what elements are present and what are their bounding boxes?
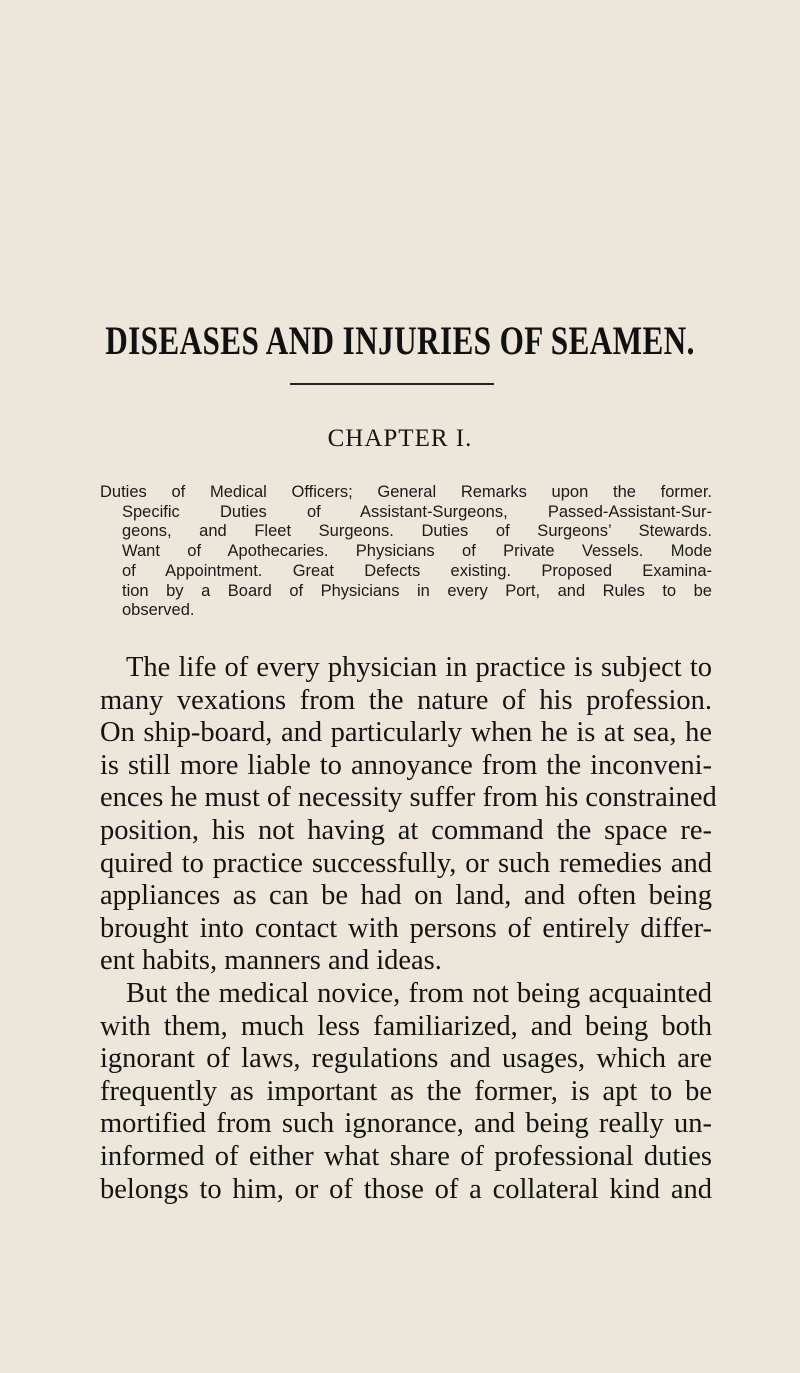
body-line: position, his not having at command the space re- <box>100 814 712 846</box>
body-line: informed of either what share of professional duties <box>100 1140 712 1172</box>
chapter-synopsis <box>100 483 712 621</box>
body-line: ences he must of necessity suffer from his constrained <box>100 782 717 814</box>
synopsis-line: Specific Duties of Assistant-Surgeons, Passed-Assistant-Sur- <box>122 502 712 521</box>
body-line: brought into contact with persons of entirely differ- <box>100 912 712 944</box>
body-line: ent habits, manners and ideas. <box>100 945 442 977</box>
body-line: ignorant of laws, regulations and usages, which are <box>100 1043 712 1075</box>
synopsis-line: of Appointment. Great Defects existing. Proposed Examina- <box>122 561 712 580</box>
body-line: mortified from such ignorance, and being really un- <box>100 1108 712 1140</box>
body-line: appliances as can be had on land, and often being <box>100 880 712 912</box>
body-line: quired to practice successfully, or such remedies and <box>100 847 712 879</box>
synopsis-line: Want of Apothecaries. Physicians of Private Vessels. Mode <box>122 542 712 561</box>
title-rule <box>290 383 494 385</box>
body-line: The life of every physician in practice is subject to <box>126 652 712 683</box>
book-title: DISEASES AND INJURIES OF SEAMEN. <box>105 318 695 363</box>
body-line: is still more liable to annoyance from the inconveni- <box>100 749 712 781</box>
body-line: But the medical novice, from not being acquainted <box>126 977 712 1009</box>
synopsis-line: geons, and Fleet Surgeons. Duties of Surgeons’ Stewards. <box>122 522 712 541</box>
body-line: with them, much less familiarized, and being both <box>100 1010 712 1042</box>
body-line: frequently as important as the former, is apt to be <box>100 1075 712 1107</box>
body-line: belongs to him, or of those of a collateral kind and <box>100 1173 712 1205</box>
synopsis-line: Duties of Medical Officers; General Remarks upon the former. <box>100 483 712 501</box>
body-text <box>100 652 717 1206</box>
chapter-heading: CHAPTER I. <box>327 425 473 452</box>
body-line: many vexations from the nature of his profession. <box>100 684 712 716</box>
synopsis-line: tion by a Board of Physicians in every Port, and Rules to be <box>122 581 712 600</box>
body-line: On ship-board, and particularly when he is at sea, he <box>100 717 712 749</box>
synopsis-line: observed. <box>122 601 195 620</box>
